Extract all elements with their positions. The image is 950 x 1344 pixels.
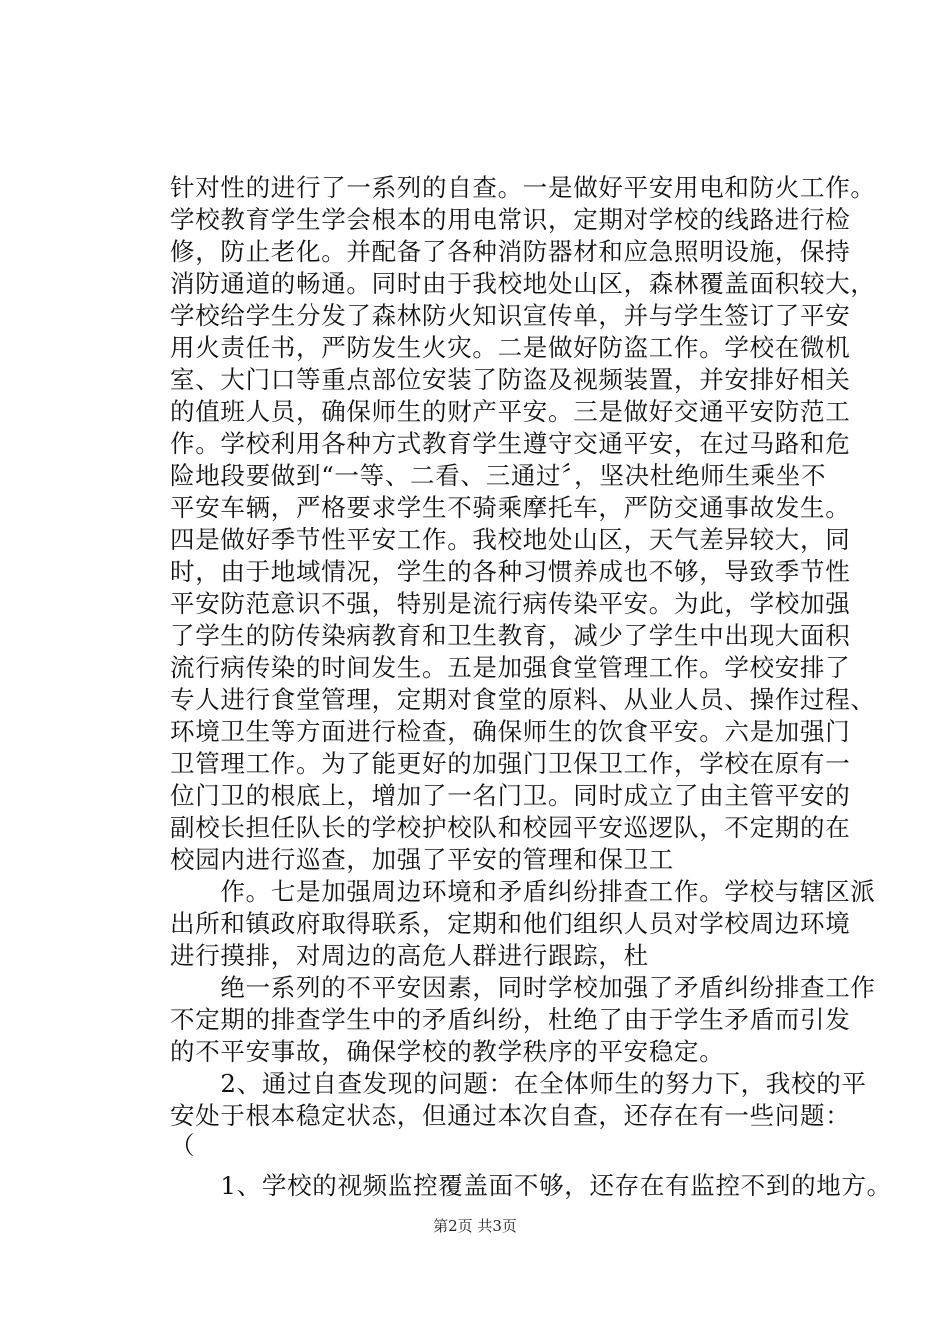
text-line-3: 修，防止老化。并配备了各种消防器材和应急照明设施，保持: [170, 237, 851, 266]
text-line-24: 出所和镇政府取得联系，定期和他们组织人员对学校周边环境: [170, 909, 851, 938]
text-line-11: 平安车辆，严格要求学生不骑乘摩托车，严防交通事故发生。: [170, 493, 851, 522]
text-line-31: （: [170, 1131, 196, 1160]
text-line-9: 作。学校利用各种方式教育学生遵守交通平安，在过马路和危: [170, 429, 851, 458]
text-line-1: 针对性的进行了一系列的自查。一是做好平安用电和防火工作。: [170, 173, 876, 202]
text-line-14: 平安防范意识不强，特别是流行病传染平安。为此，学校加强: [170, 589, 851, 618]
text-line-29: 2、通过自查发现的问题：在全体师生的努力下，我校的平: [170, 1069, 867, 1098]
text-line-5: 学校给学生分发了森林防火知识宣传单，并与学生签订了平安: [170, 301, 851, 330]
text-line-21: 副校长担任队长的学校护校队和校园平安巡逻队，不定期的在: [170, 813, 851, 842]
text-line-30: 安处于根本稳定状态，但通过本次自查，还存在有一些问题：: [170, 1101, 851, 1130]
text-line-2: 学校教育学生学会根本的用电常识，定期对学校的线路进行检: [170, 205, 851, 234]
text-line-8: 的值班人员，确保师生的财产平安。三是做好交通平安防范工: [170, 397, 851, 426]
text-line-17: 专人进行食堂管理，定期对食堂的原料、从业人员、操作过程、: [170, 685, 876, 714]
text-line-22: 校园内进行巡查，加强了平安的管理和保卫工: [170, 845, 674, 874]
text-line-23: 作。七是加强周边环境和矛盾纠纷排查工作。学校与辖区派: [170, 877, 876, 906]
text-line-12: 四是做好季节性平安工作。我校地处山区，天气差异较大，同: [170, 525, 851, 554]
text-line-15: 了学生的防传染病教育和卫生教育，减少了学生中出现大面积: [170, 621, 851, 650]
page-footer: 第2页 共3页: [433, 1217, 517, 1235]
text-line-28: 的不平安事故，确保学校的教学秩序的平安稳定。: [170, 1037, 725, 1066]
text-line-27: 不定期的排查学生中的矛盾纠纷，杜绝了由于学生矛盾而引发: [170, 1005, 851, 1034]
text-line-32: 1、学校的视频监控覆盖面不够，还存在有监控不到的地方。: [170, 1171, 892, 1200]
text-line-26: 绝一系列的不平安因素，同时学校加强了矛盾纠纷排查工作: [170, 973, 876, 1002]
text-line-19: 卫管理工作。为了能更好的加强门卫保卫工作，学校在原有一: [170, 749, 851, 778]
text-line-4: 消防通道的畅通。同时由于我校地处山区，森林覆盖面积较大，: [170, 269, 876, 298]
text-line-25: 进行摸排，对周边的高危人群进行跟踪，杜: [170, 941, 649, 970]
text-line-7: 室、大门口等重点部位安装了防盗及视频装置，并安排好相关: [170, 365, 851, 394]
text-line-18: 环境卫生等方面进行检查，确保师生的饮食平安。六是加强门: [170, 717, 851, 746]
text-line-10: 险地段要做到“一等、二看、三通过〞，坚决杜绝师生乘坐不: [170, 461, 827, 490]
text-line-13: 时，由于地域情况，学生的各种习惯养成也不够，导致季节性: [170, 557, 851, 586]
text-line-6: 用火责任书，严防发生火灾。二是做好防盗工作。学校在微机: [170, 333, 851, 362]
text-line-16: 流行病传染的时间发生。五是加强食堂管理工作。学校安排了: [170, 653, 851, 682]
text-line-20: 位门卫的根底上，增加了一名门卫。同时成立了由主管平安的: [170, 781, 851, 810]
